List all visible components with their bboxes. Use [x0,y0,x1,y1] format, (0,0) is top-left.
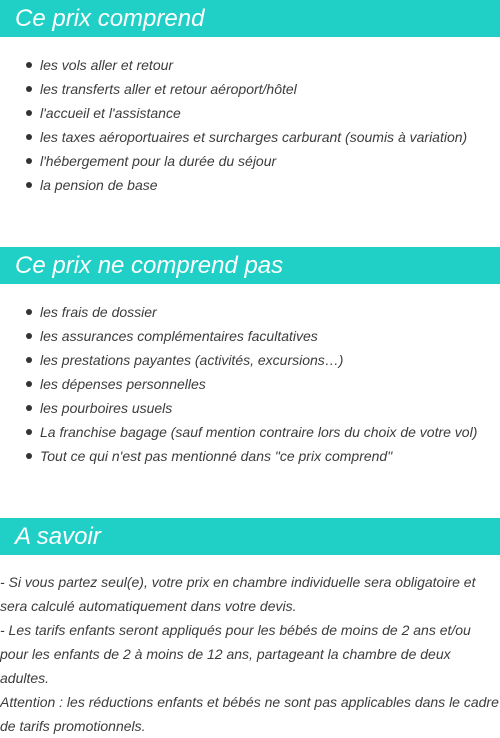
section-title: Ce prix ne comprend pas [15,252,284,279]
list-item [0,420,500,444]
list-item [0,173,500,197]
section-header-included [0,0,500,37]
bullet-icon [26,86,32,92]
section-header-not-included [0,247,500,284]
info-paragraph: - Si vous partez seul(e), votre prix en chambre individuelle sera obligatoire et sera calculé automatiquement dans votre devis. [0,574,476,614]
bullet-icon [26,158,32,164]
included-list [0,53,500,197]
info-paragraph: Attention : les réductions enfants et bébés ne sont pas applicables dans le cadre de tarifs promotionnels. [0,694,499,734]
bullet-icon [26,429,32,435]
list-item-text: les vols aller et retour [40,57,174,73]
bullet-icon [26,453,32,459]
list-item [0,149,500,173]
bullet-icon [26,309,32,315]
list-item-text: Tout ce qui n'est pas mentionné dans "ce prix comprend" [40,448,393,464]
list-item-text: l'accueil et l'assistance [40,105,181,121]
list-item [0,348,500,372]
list-item [0,372,500,396]
list-item [0,77,500,101]
list-item-text: les transferts aller et retour aéroport/hôtel [40,81,297,97]
list-item-text: les dépenses personnelles [40,376,206,392]
list-item-text: La franchise bagage (sauf mention contraire lors du choix de votre vol) [40,424,478,440]
list-item [0,324,500,348]
list-item-text: les taxes aéroportuaires et surcharges carburant (soumis à variation) [40,129,468,145]
list-item [0,396,500,420]
section-title: A savoir [15,523,101,550]
list-item-text: les pourboires usuels [40,400,173,416]
info-paragraph: - Les tarifs enfants seront appliqués pour les bébés de moins de 2 ans et/ou pour les enfants de 2 à moins de 12 ans, partageant la chambre de deux adultes. [0,622,471,686]
list-item-text: l'hébergement pour la durée du séjour [40,153,277,169]
list-item [0,101,500,125]
bullet-icon [26,357,32,363]
list-item [0,444,500,468]
section-title: Ce prix comprend [15,5,205,32]
bullet-icon [26,110,32,116]
list-item-text: les assurances complémentaires facultatives [40,328,318,344]
bullet-icon [26,381,32,387]
list-item-text: la pension de base [40,177,158,193]
list-item-text: les prestations payantes (activités, excursions…) [40,352,344,368]
bullet-icon [26,405,32,411]
not-included-list [0,300,500,468]
bullet-icon [26,62,32,68]
list-item-text: les frais de dossier [40,304,157,320]
bullet-icon [26,333,32,339]
list-item [0,300,500,324]
bullet-icon [26,134,32,140]
list-item [0,125,500,149]
bullet-icon [26,182,32,188]
section-header-info [0,518,500,555]
list-item [0,53,500,77]
info-text [0,570,500,738]
